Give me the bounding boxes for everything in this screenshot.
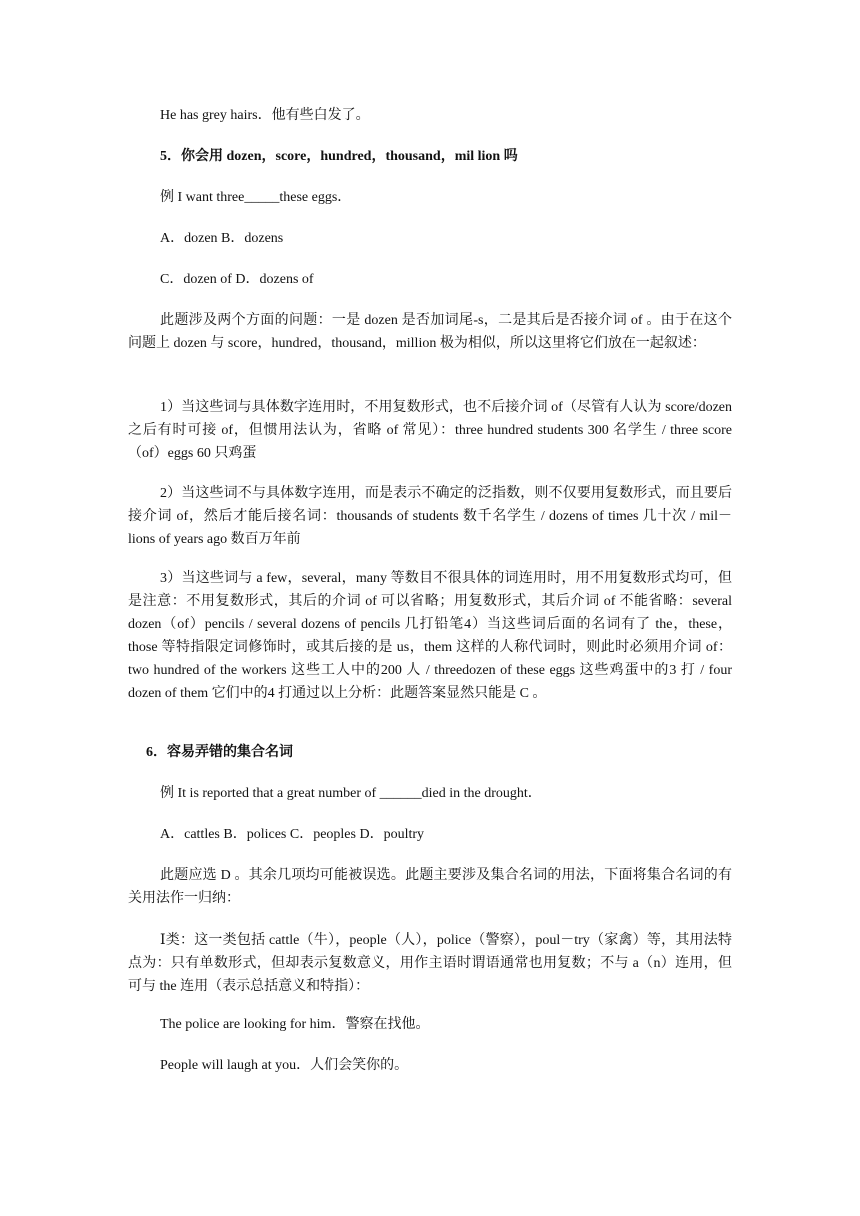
question-5-options-cd: C．dozen of D．dozens of — [160, 272, 314, 287]
example-sentence-police: The police are looking for him．警察在找他。 — [160, 1017, 430, 1032]
example-sentence-grey-hairs: He has grey hairs．他有些白发了。 — [160, 108, 370, 123]
rule-paragraph-3-4: 3）当这些词与 a few，several，many 等数目不很具体的词连用时，用不用复数形式均可，但是注意：不用复数形式，其后的介词 of 可以省略；用复数形式，其后介词 of 不能省略：several dozen（of）pencils / several dozens of pencils 几打铅笔4）当这些词后面的名词有了 the，these，those 等特指限定词修饰时，或其后接的是 us，them 这样的人称代词时，则此时必须用介词 of：two hundred of the workers 这些工人中的200 人 / threedozen of these eggs 这些鸡蛋中的3 打 / four dozen of them 它们中的4 打通过以上分析：此题答案显然只能是 C 。 — [128, 571, 732, 701]
section-heading-5: 5．你会用 dozen，score，hundred，thousand，mil lion 吗 — [160, 149, 518, 164]
example-sentence-people: People will laugh at you．人们会笑你的。 — [160, 1058, 409, 1073]
explanation-paragraph-5: 此题涉及两个方面的问题：一是 dozen 是否加词尾-s，二是其后是否接介词 of 。由于在这个问题上 dozen 与 score，hundred，thousand，million 极为相似，所以这里将它们放在一起叙述： — [128, 313, 732, 351]
rule-paragraph-1: 1）当这些词与具体数字连用时，不用复数形式，也不后接介词 of（尽管有人认为 score/dozen 之后有时可接 of，但惯用法认为，省略 of 常见）：three hundred students 300 名学生 / three score（of）eggs 60 只鸡蛋 — [128, 400, 732, 461]
question-5-options-ab: A．dozen B．dozens — [160, 231, 284, 246]
section-heading-6: 6．容易弄错的集合名词 — [146, 745, 293, 760]
explanation-paragraph-6: 此题应选 D 。其余几项均可能被误选。此题主要涉及集合名词的用法，下面将集合名词的有关用法作一归纳： — [128, 868, 732, 906]
collective-noun-class-1: Ⅰ类：这一类包括 cattle（牛），people（人），police（警察），poul－try（家禽）等，其用法特点为：只有单数形式，但却表示复数意义，用作主语时谓语通常也用复数；不与 a（n）连用，但可与 the 连用（表示总括意义和特指）： — [128, 933, 732, 994]
rule-paragraph-2: 2）当这些词不与具体数字连用，而是表示不确定的泛指数，则不仅要用复数形式，而且要后接介词 of，然后才能后接名词：thousands of students 数千名学生 / dozens of times 几十次 / mil－lions of years ago 数百万年前 — [128, 486, 732, 547]
question-6-options: A．cattles B．polices C．peoples D．poultry — [160, 827, 425, 842]
question-5-stem: 例 I want three_____these eggs． — [160, 190, 352, 205]
question-6-stem: 例 It is reported that a great number of ______died in the drought． — [160, 786, 542, 801]
